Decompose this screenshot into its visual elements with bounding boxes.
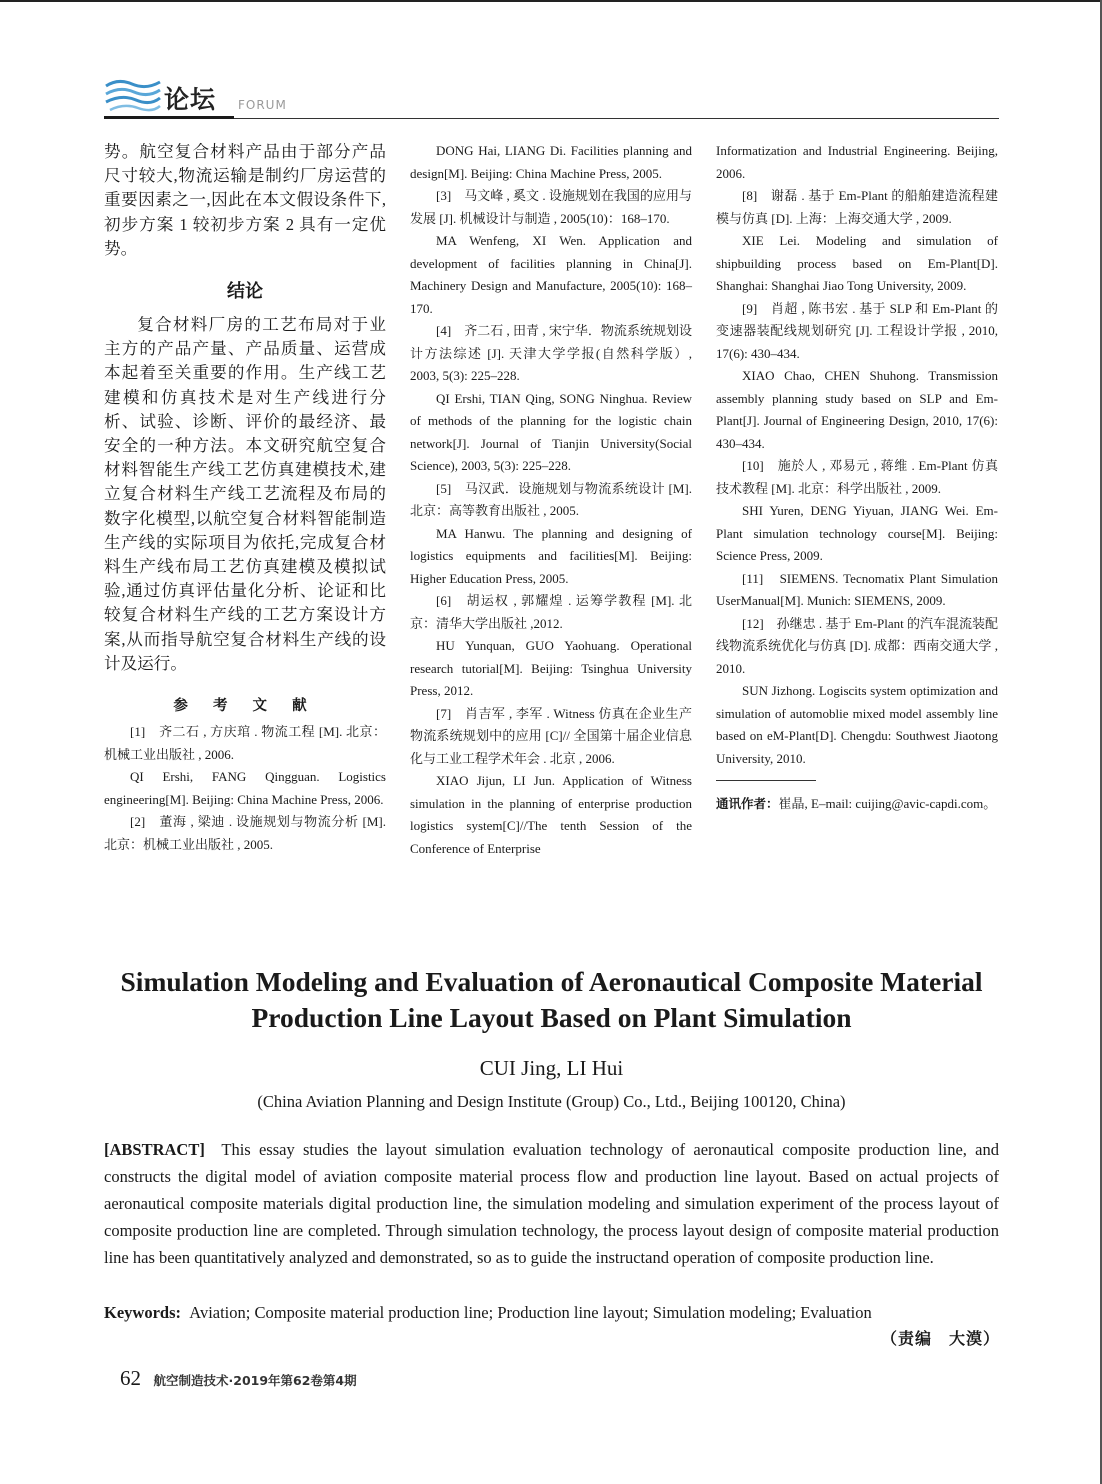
keywords-label: Keywords: bbox=[104, 1303, 181, 1322]
editor-credit: （责编 大漠） bbox=[880, 1329, 1000, 1348]
english-keywords bbox=[104, 1300, 999, 1326]
section-title-en: FORUM bbox=[238, 98, 287, 112]
column-left bbox=[104, 140, 386, 856]
column-middle bbox=[410, 140, 692, 860]
english-title bbox=[104, 964, 999, 1036]
page-number: 62 bbox=[120, 1366, 141, 1390]
abstract-label: [ABSTRACT] bbox=[104, 1140, 205, 1159]
english-title-line: Production Line Layout Based on Plant Simulation bbox=[251, 1002, 852, 1033]
corresponding-author-note bbox=[716, 793, 998, 816]
journal-name: 航空制造技术·2019年第62卷第4期 bbox=[153, 1373, 357, 1388]
keywords-text: Aviation; Composite material production line; Production line layout; Simulation modeling; Evaluation bbox=[189, 1303, 872, 1322]
reference-entry: [9] 肖超 , 陈书宏 . 基于 SLP 和 Em-Plant 的变速器装配线规划研究 [J]. 工程设计学报 , 2010, 17(6): 430–434. bbox=[716, 300, 998, 361]
reference-entry: SHI Yuren, DENG Yiyuan, JIANG Wei. Em-Plant simulation technology course[M]. Beijing: Science Press, 2009. bbox=[716, 503, 998, 563]
reference-entry: QI Ershi, TIAN Qing, SONG Ninghua. Review of methods of the planning for the logistic chain network[J]. Journal of Tianjin University(Social Science), 2003, 5(3): 225–228. bbox=[410, 390, 692, 473]
body-paragraph: 势。航空复合材料产品由于部分产品尺寸较大,物流运输是制约厂房运营的重要因素之一,因此在本文假设条件下,初步方案 1 较初步方案 2 具有一定优势。 bbox=[104, 142, 386, 258]
reference-entry: [3] 马文峰 , 奚文 . 设施规划在我国的应用与发展 [J]. 机械设计与制造 , 2005(10)：168–170. bbox=[410, 188, 692, 226]
header-accent-bar bbox=[104, 116, 234, 119]
reference-entry: XIAO Chao, CHEN Shuhong. Transmission assembly planning study based on SLP and Em-Plant[J]. Journal of Engineering Design, 2010, 17(6): 430–434. bbox=[716, 368, 998, 451]
reference-entry: [7] 肖吉军 , 李军 . Witness 仿真在企业生产物流系统规划中的应用 [C]// 全国第十届企业信息化与工业工程学术年会 . 北京 , 2006. bbox=[410, 705, 692, 766]
reference-entry: [10] 施於人 , 邓易元 , 蒋维 . Em-Plant 仿真技术教程 [M]. 北京：科学出版社 , 2009. bbox=[716, 458, 998, 496]
english-authors: CUI Jing, LI Hui bbox=[479, 1056, 624, 1080]
section-title-cn: 论坛 bbox=[164, 85, 217, 114]
wave-logo-icon bbox=[104, 78, 162, 114]
reference-entry: [11] SIEMENS. Tecnomatix Plant Simulation UserManual[M]. Munich: SIEMENS, 2009. bbox=[716, 570, 998, 608]
reference-entry: [8] 谢磊 . 基于 Em-Plant 的船舶建造流程建模与仿真 [D]. 上海：上海交通大学 , 2009. bbox=[716, 188, 998, 226]
reference-entry: [1] 齐二石 , 方庆琯 . 物流工程 [M]. 北京：机械工业出版社 , 2006. bbox=[104, 724, 386, 762]
reference-entry: [4] 齐二石 , 田青 , 宋宁华．物流系统规划设计方法综述 [J]. 天津大学学报(自然科学版）, 2003, 5(3): 225–228. bbox=[410, 323, 692, 383]
header-divider bbox=[104, 118, 999, 119]
english-title-line: Simulation Modeling and Evaluation of Aeronautical Composite Material bbox=[120, 966, 983, 997]
corresponding-author-label: 通讯作者： bbox=[716, 796, 779, 811]
reference-entry: [6] 胡运权 , 郭耀煌 . 运筹学教程 [M]. 北京：清华大学出版社 ,2012. bbox=[410, 593, 692, 631]
reference-entry: XIAO Jijun, LI Jun. Application of Witness simulation in the planning of enterprise production logistics system[C]//The tenth Session of the Conference of Enterprise bbox=[410, 773, 692, 856]
reference-entry: [5] 马汉武．设施规划与物流系统设计 [M]. 北京：高等教育出版社 , 2005. bbox=[410, 480, 692, 518]
reference-entry: SUN Jizhong. Logiscits system optimization and simulation of automoblie mixed model assembly line based on eM-Plant[D]. Chengdu: Southwest Jiaotong University, 2010. bbox=[716, 683, 998, 766]
page-footer bbox=[120, 1366, 357, 1391]
reference-entry: MA Hanwu. The planning and designing of logistics equipments and facilities[M]. Beijing: Higher Education Press, 2005. bbox=[410, 525, 692, 586]
reference-entry: Informatization and Industrial Engineering. Beijing, 2006. bbox=[716, 143, 998, 181]
english-affiliation: (China Aviation Planning and Design Institute (Group) Co., Ltd., Beijing 100120, China) bbox=[257, 1092, 846, 1111]
reference-entry: [12] 孙继忠 . 基于 Em-Plant 的汽车混流装配线物流系统优化与仿真 [D]. 成都：西南交通大学 , 2010. bbox=[716, 615, 999, 676]
reference-entry: HU Yunquan, GUO Yaohuang. Operational research tutorial[M]. Beijing: Tsinghua University Press, 2012. bbox=[410, 638, 692, 698]
reference-entry: QI Ershi, FANG Qingguan. Logistics engineering[M]. Beijing: China Machine Press, 2006. bbox=[104, 769, 386, 807]
reference-entry: DONG Hai, LIANG Di. Facilities planning and design[M]. Beijing: China Machine Press, 2005. bbox=[410, 143, 692, 181]
corresponding-author-text: 崔晶, E–mail: cuijing@avic-capdi.com。 bbox=[778, 796, 997, 811]
column-right bbox=[716, 140, 998, 816]
page-header bbox=[104, 76, 999, 122]
abstract-text: This essay studies the layout simulation evaluation technology of aeronautical composite production line, and constructs the digital model of aviation composite material process flow and production line layout. Based on actual projects of aeronautical composite materials digital production line, the simulation modeling and simulation experiment of the process layout of composite production line are completed. Through simulation technology, the process layout design of composite material production line has been quantitatively analyzed and demonstrated, so as to guide the instructand operation of composite production line. bbox=[104, 1140, 1000, 1267]
conclusion-paragraph: 复合材料厂房的工艺布局对于业主方的产品产量、产品质量、运营成本起着至关重要的作用。生产线工艺建模和仿真技术是对生产线进行分析、试验、诊断、评价的最经济、最安全的一种方法。本文研究航空复合材料智能生产线工艺仿真建模技术,建立复合材料生产线工艺流程及布局的数字化模型,以航空复合材料智能制造生产线的实际项目为依托,完成复合材料生产线布局工艺仿真建模及模拟试验,通过仿真评估量化分析、论证和比较复合材料生产线的工艺方案设计方案,从而指导航空复合材料生产线的设计及运行。 bbox=[104, 315, 386, 673]
footnote-rule bbox=[716, 780, 816, 781]
english-abstract bbox=[104, 1136, 999, 1271]
conclusion-heading: 结论 bbox=[227, 281, 263, 303]
reference-entry: [2] 董海 , 梁迪 . 设施规划与物流分析 [M]. 北京：机械工业出版社 , 2005. bbox=[104, 814, 386, 852]
references-heading: 参 考 文 献 bbox=[173, 698, 317, 715]
page-top-rule bbox=[0, 0, 1102, 2]
reference-entry: XIE Lei. Modeling and simulation of shipbuilding process based on Em-Plant[D]. Shanghai: Shanghai Jiao Tong University, 2009. bbox=[716, 233, 998, 293]
reference-entry: MA Wenfeng, XI Wen. Application and development of facilities planning in China[J]. Machinery Design and Manufacture, 2005(10): 168–170. bbox=[410, 233, 692, 316]
